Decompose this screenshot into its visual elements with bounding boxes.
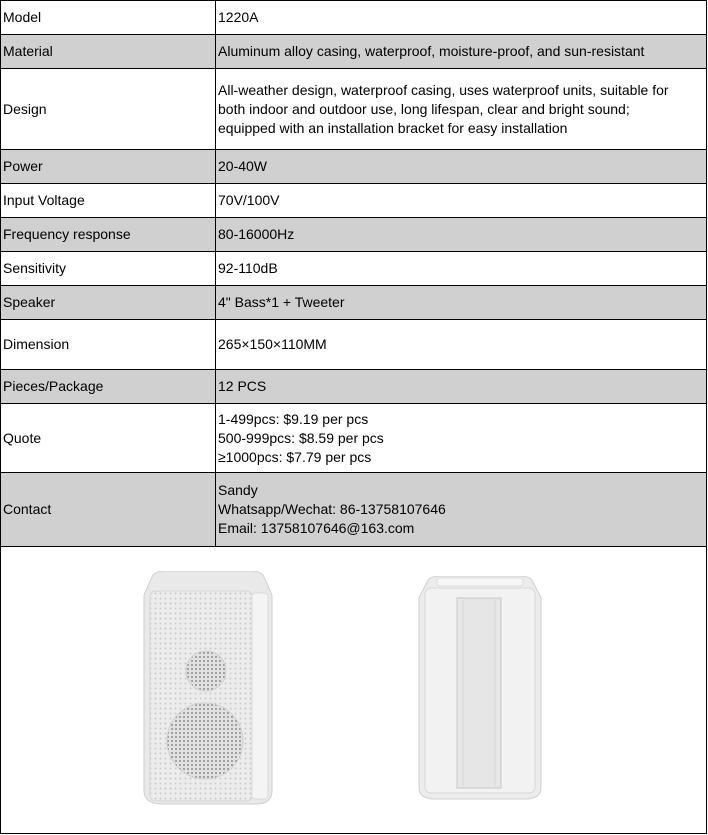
table-row [1, 184, 707, 218]
row-label: Input Voltage [1, 184, 216, 218]
contact-name: Sandy [218, 482, 258, 498]
row-label: Pieces/Package [1, 370, 216, 404]
row-label: Frequency response [1, 218, 216, 252]
speaker-front-image [138, 571, 278, 806]
table-row [1, 218, 707, 252]
row-value: Aluminum alloy casing, waterproof, moisture-proof, and sun-resistant [216, 35, 707, 69]
row-label: Sensitivity [1, 252, 216, 286]
row-label: Quote [1, 404, 216, 473]
table-row [1, 320, 707, 370]
speaker-back-image [415, 576, 545, 801]
row-value: 12 PCS [216, 370, 707, 404]
row-label: Material [1, 35, 216, 69]
design-line: equipped with an installation bracket for easy installation [218, 119, 568, 136]
table-row [1, 473, 707, 547]
row-value [216, 473, 707, 547]
row-value: 80-16000Hz [216, 218, 707, 252]
row-value: 92-110dB [216, 252, 707, 286]
row-value: 70V/100V [216, 184, 707, 218]
row-label: Model [1, 1, 216, 35]
quote-line: ≥1000pcs: $7.79 per pcs [218, 448, 372, 465]
table-row [1, 370, 707, 404]
quote-line: 500-999pcs: $8.59 per pcs [218, 429, 384, 446]
row-value [216, 69, 707, 150]
row-value: 20-40W [216, 150, 707, 184]
row-label: Dimension [1, 320, 216, 370]
quote-line: 1-499pcs: $9.19 per pcs [218, 410, 369, 427]
table-row [1, 252, 707, 286]
table-row [1, 1, 707, 35]
table-row [1, 35, 707, 69]
product-photos [0, 547, 707, 834]
row-label: Power [1, 150, 216, 184]
contact-email: Email: 13758107646@163.com [218, 520, 415, 536]
row-value: 4" Bass*1 + Tweeter [216, 286, 707, 320]
table-row [1, 69, 707, 150]
table-row [1, 150, 707, 184]
row-value: 265×150×110MM [216, 320, 707, 370]
contact-whatsapp: Whatsapp/Wechat: 86-13758107646 [218, 501, 446, 517]
row-value [216, 404, 707, 473]
design-line: both indoor and outdoor use, long lifespan, clear and bright sound; [218, 100, 630, 117]
row-label: Design [1, 69, 216, 150]
table-row [1, 404, 707, 473]
row-value: 1220A [216, 1, 707, 35]
row-label: Speaker [1, 286, 216, 320]
row-label: Contact [1, 473, 216, 547]
table-row [1, 286, 707, 320]
design-line: All-weather design, waterproof casing, uses waterproof units, suitable for [218, 81, 669, 98]
